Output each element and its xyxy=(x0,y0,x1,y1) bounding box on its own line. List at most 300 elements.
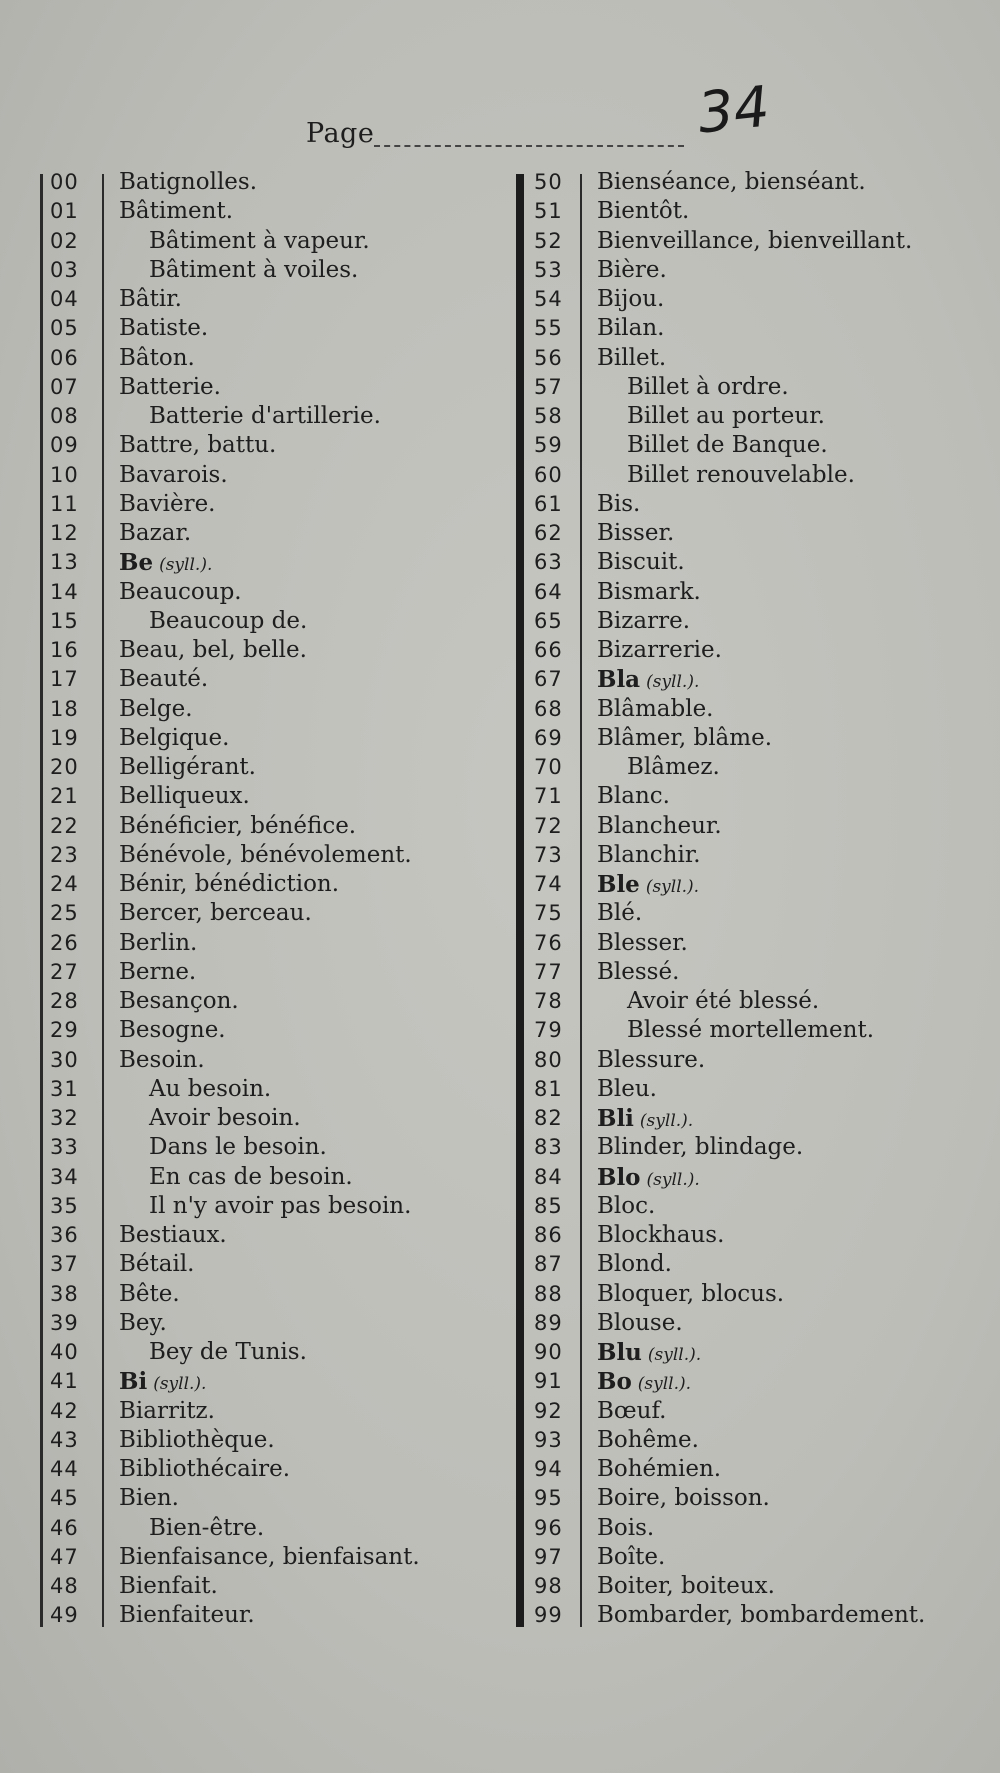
list-item xyxy=(40,578,480,607)
entry-word xyxy=(597,607,690,636)
entry-word-text: Bizarre. xyxy=(597,607,690,634)
entry-word-text: Blessé. xyxy=(597,958,680,985)
entry-number: 56 xyxy=(534,345,563,370)
entry-word-text: Au besoin. xyxy=(149,1075,272,1102)
entry-word xyxy=(119,782,250,811)
list-item xyxy=(518,665,988,694)
entry-word-text: Bétail. xyxy=(119,1251,195,1278)
entry-number: 60 xyxy=(534,462,563,487)
syllable-note: (syll.). xyxy=(153,1374,207,1395)
entry-word xyxy=(597,314,664,343)
entry-number: 84 xyxy=(534,1164,563,1189)
entry-number: 90 xyxy=(534,1340,563,1364)
entry-number: 50 xyxy=(534,170,563,194)
entry-number: 22 xyxy=(50,813,79,838)
entry-word xyxy=(597,548,685,577)
list-item xyxy=(40,1221,480,1250)
entry-number: 37 xyxy=(50,1252,79,1277)
list-item xyxy=(518,1572,988,1601)
entry-word-text: Bli xyxy=(597,1105,634,1132)
list-item xyxy=(40,636,480,665)
list-item xyxy=(518,636,988,665)
entry-word-text: Blé. xyxy=(597,900,643,927)
entry-word-text: Belgique. xyxy=(119,724,230,751)
entry-word-text: Bazar. xyxy=(119,520,192,546)
page-number-blank-line xyxy=(374,145,684,147)
entry-word-text: Avoir été blessé. xyxy=(627,988,820,1014)
entry-word-text: Blessé mortellement. xyxy=(627,1017,875,1044)
entry-word-text: Blockhaus. xyxy=(597,1222,725,1248)
entry-word xyxy=(119,578,242,607)
entry-number: 57 xyxy=(534,374,563,399)
entry-word xyxy=(119,431,276,460)
entry-word xyxy=(627,461,855,490)
list-item xyxy=(518,1280,988,1309)
entry-word-text: Bla xyxy=(597,666,641,694)
list-item xyxy=(518,753,988,782)
list-item xyxy=(40,1572,480,1601)
entry-word xyxy=(149,1514,264,1543)
entry-number: 23 xyxy=(50,842,79,867)
entry-word-text: Bien-être. xyxy=(149,1514,265,1541)
entry-word-text: Batterie d'artillerie. xyxy=(149,403,381,429)
list-item xyxy=(40,1104,480,1133)
syllable-note: (syll.). xyxy=(159,555,213,576)
entry-word xyxy=(119,1426,275,1455)
entry-word-text: Blancheur. xyxy=(597,812,722,839)
entry-number: 09 xyxy=(50,433,79,458)
entry-word-text: Dans le besoin. xyxy=(149,1134,327,1161)
entry-word-text: Blo xyxy=(597,1163,641,1191)
entry-word xyxy=(597,665,699,697)
entry-number: 62 xyxy=(534,521,563,545)
entry-word xyxy=(119,168,257,197)
entry-number: 13 xyxy=(50,550,79,575)
entry-word-text: Bijou. xyxy=(597,286,665,312)
entry-number: 91 xyxy=(534,1369,563,1394)
entry-word xyxy=(627,373,789,402)
list-item xyxy=(40,168,480,197)
entry-number: 49 xyxy=(50,1603,79,1628)
list-item xyxy=(40,1367,480,1396)
entry-word-text: Bestiaux. xyxy=(119,1222,227,1248)
entry-word xyxy=(597,958,679,987)
entry-word-text: Boire, boisson. xyxy=(597,1485,770,1512)
entry-number: 39 xyxy=(50,1310,79,1335)
entry-number: 30 xyxy=(50,1047,79,1072)
list-item xyxy=(518,490,988,519)
list-item xyxy=(518,227,988,256)
list-item xyxy=(40,490,480,519)
list-item xyxy=(518,1075,988,1104)
entry-word-text: Bismark. xyxy=(597,578,701,605)
entry-word-text: Batterie. xyxy=(119,373,221,400)
entry-word xyxy=(597,256,667,285)
entry-word xyxy=(119,314,208,343)
entry-number: 33 xyxy=(50,1135,79,1160)
list-item xyxy=(40,1426,480,1455)
list-item xyxy=(40,197,480,226)
entry-word-text: Bibliothèque. xyxy=(119,1426,275,1453)
list-item xyxy=(518,1192,988,1221)
entry-word-text: Batignolles. xyxy=(119,169,258,195)
entry-word xyxy=(597,1133,803,1162)
entry-word-text: Blâmez. xyxy=(627,754,720,780)
entry-word xyxy=(119,1543,420,1572)
entry-word-text: Biscuit. xyxy=(597,549,685,576)
list-item xyxy=(518,1338,988,1367)
entry-word xyxy=(119,461,228,490)
entry-number: 82 xyxy=(534,1106,563,1130)
entry-word xyxy=(597,1075,657,1104)
list-item xyxy=(518,578,988,607)
entry-word-text: Avoir besoin. xyxy=(149,1105,301,1131)
syllable-note: (syll.). xyxy=(646,672,700,693)
entry-word-text: Bénéficier, bénéfice. xyxy=(119,812,357,839)
entry-word-text: Bey. xyxy=(119,1309,167,1336)
syllable-note: (syll.). xyxy=(639,1111,694,1131)
list-item xyxy=(40,724,480,753)
entry-number: 14 xyxy=(50,579,79,604)
entry-number: 16 xyxy=(50,638,79,662)
entry-word-text: Bientôt. xyxy=(597,198,690,225)
entry-number: 59 xyxy=(534,433,563,458)
entry-word xyxy=(597,1514,654,1543)
entry-number: 00 xyxy=(50,170,79,194)
entry-word-text: Bière. xyxy=(597,256,667,283)
entry-word xyxy=(149,1133,327,1162)
entry-number: 11 xyxy=(50,491,79,516)
entry-word xyxy=(597,870,699,902)
list-item xyxy=(40,1397,480,1426)
entry-number: 43 xyxy=(50,1427,79,1452)
list-item xyxy=(40,665,480,694)
entry-word xyxy=(597,197,689,226)
list-item xyxy=(40,1250,480,1279)
entry-word-text: Belge. xyxy=(119,695,193,722)
entry-word-text: Blâmable. xyxy=(597,695,714,722)
entry-word-text: Bœuf. xyxy=(597,1397,667,1424)
entry-word xyxy=(597,1309,683,1338)
entry-number: 81 xyxy=(534,1076,563,1101)
entry-word-text: Bohémien. xyxy=(597,1456,722,1482)
entry-number: 29 xyxy=(50,1018,79,1043)
entry-word xyxy=(119,1484,179,1513)
list-item xyxy=(518,373,988,402)
entry-word-text: En cas de besoin. xyxy=(149,1163,353,1190)
entry-word-text: Bienfaiteur. xyxy=(119,1602,255,1629)
list-item xyxy=(518,1543,988,1572)
entry-word xyxy=(597,1367,691,1399)
list-item xyxy=(40,227,480,256)
entry-word-text: Blinder, blindage. xyxy=(597,1134,804,1161)
entry-word xyxy=(597,724,772,753)
entry-number: 20 xyxy=(50,755,79,779)
entry-word-text: Bienfait. xyxy=(119,1573,218,1599)
list-item xyxy=(40,1543,480,1572)
entry-word xyxy=(597,490,640,519)
list-item xyxy=(40,431,480,460)
entry-word-text: Blessure. xyxy=(597,1046,706,1073)
entry-word-text: Bleu. xyxy=(597,1075,657,1102)
left-column xyxy=(40,168,480,1631)
entry-word xyxy=(597,285,664,314)
entry-word xyxy=(119,870,339,899)
entry-number: 73 xyxy=(534,842,563,867)
entry-word xyxy=(119,490,216,519)
list-item xyxy=(40,782,480,811)
entry-number: 89 xyxy=(534,1310,563,1335)
entry-word xyxy=(119,899,312,928)
list-item xyxy=(518,1455,988,1484)
entry-number: 25 xyxy=(50,901,79,926)
list-item xyxy=(40,841,480,870)
list-item xyxy=(518,899,988,928)
entry-word-text: Beaucoup. xyxy=(119,578,242,605)
entry-number: 87 xyxy=(534,1252,563,1277)
entry-word xyxy=(597,812,722,841)
entry-word xyxy=(119,636,307,665)
entry-number: 46 xyxy=(50,1515,79,1540)
entry-number: 68 xyxy=(534,696,563,721)
entry-word-text: Bienfaisance, bienfaisant. xyxy=(119,1543,420,1570)
entry-number: 70 xyxy=(534,755,563,779)
list-item xyxy=(518,870,988,899)
entry-word xyxy=(597,782,670,811)
list-item xyxy=(518,1133,988,1162)
entry-word-text: Bercer, berceau. xyxy=(119,900,312,927)
entry-word xyxy=(597,1426,699,1455)
list-item xyxy=(518,1601,988,1630)
entry-number: 21 xyxy=(50,784,79,809)
entry-word xyxy=(597,1104,693,1136)
syllable-note: (syll.). xyxy=(645,877,700,897)
entry-word xyxy=(119,1016,226,1045)
entry-number: 34 xyxy=(50,1164,79,1189)
entry-word xyxy=(119,753,256,782)
entry-word-text: Bo xyxy=(597,1368,632,1396)
entry-word xyxy=(149,1192,411,1221)
list-item xyxy=(518,841,988,870)
entry-number: 01 xyxy=(50,199,79,224)
list-item xyxy=(40,753,480,782)
entry-word-text: Billet à ordre. xyxy=(627,373,789,400)
entry-word xyxy=(627,1016,874,1045)
handwritten-page-number: 34 xyxy=(694,74,773,147)
entry-word xyxy=(597,1397,666,1426)
entry-word-text: Bienveillance, bienveillant. xyxy=(597,227,913,254)
list-item xyxy=(518,695,988,724)
entry-word xyxy=(627,987,819,1016)
entry-number: 85 xyxy=(534,1193,563,1218)
entry-number: 48 xyxy=(50,1574,79,1598)
list-item xyxy=(518,929,988,958)
entry-number: 92 xyxy=(534,1398,563,1423)
entry-number: 38 xyxy=(50,1281,79,1306)
entry-number: 36 xyxy=(50,1223,79,1247)
entry-word xyxy=(119,958,196,987)
entry-word xyxy=(119,812,356,841)
entry-word xyxy=(627,431,828,460)
entry-word xyxy=(597,1192,655,1221)
entry-word-text: Blanchir. xyxy=(597,841,701,868)
entry-word xyxy=(119,987,239,1016)
entry-number: 19 xyxy=(50,725,79,750)
entry-word-text: Bénir, bénédiction. xyxy=(119,871,340,897)
list-item xyxy=(518,1221,988,1250)
entry-number: 94 xyxy=(534,1457,563,1481)
entry-word xyxy=(149,402,381,431)
syllable-note: (syll.). xyxy=(646,1169,700,1190)
entry-word xyxy=(119,929,197,958)
entry-word xyxy=(149,607,307,636)
entry-number: 64 xyxy=(534,579,563,604)
entry-number: 54 xyxy=(534,287,563,311)
entry-word-text: Boîte. xyxy=(597,1543,666,1570)
entry-number: 47 xyxy=(50,1544,79,1569)
entry-word-text: Billet au porteur. xyxy=(627,403,825,429)
entry-number: 08 xyxy=(50,404,79,428)
entry-word-text: Bâtir. xyxy=(119,286,182,312)
entry-number: 61 xyxy=(534,491,563,516)
list-item xyxy=(518,1104,988,1133)
entry-word-text: Besançon. xyxy=(119,988,239,1014)
entry-word-text: Bi xyxy=(119,1368,148,1396)
entry-word xyxy=(119,1250,195,1279)
entry-word xyxy=(597,1455,721,1484)
entry-word-text: Bâtiment à voiles. xyxy=(149,256,359,283)
entry-word xyxy=(119,695,193,724)
list-item xyxy=(40,373,480,402)
entry-number: 51 xyxy=(534,199,563,224)
entry-word-text: Blesser. xyxy=(597,929,688,956)
entry-word-text: Bâtiment. xyxy=(119,198,234,225)
list-item xyxy=(40,1046,480,1075)
entry-word xyxy=(119,197,233,226)
entry-word xyxy=(119,1397,215,1426)
entry-word xyxy=(597,1046,705,1075)
entry-number: 31 xyxy=(50,1076,79,1101)
entry-word xyxy=(119,519,191,548)
entry-word-text: Bête. xyxy=(119,1280,180,1307)
entry-number: 86 xyxy=(534,1223,563,1247)
entry-word xyxy=(597,1250,672,1279)
list-item xyxy=(518,548,988,577)
entry-word-text: Besoin. xyxy=(119,1046,205,1073)
entry-word xyxy=(597,1163,700,1195)
list-item xyxy=(40,987,480,1016)
list-item xyxy=(40,1309,480,1338)
entry-number: 76 xyxy=(534,930,563,955)
list-item xyxy=(40,929,480,958)
entry-number: 74 xyxy=(534,872,563,896)
entry-word xyxy=(597,1280,784,1309)
list-item xyxy=(40,1133,480,1162)
entry-word-text: Bois. xyxy=(597,1514,655,1541)
entry-number: 63 xyxy=(534,550,563,575)
list-item xyxy=(518,724,988,753)
list-item xyxy=(40,1455,480,1484)
list-item xyxy=(40,607,480,636)
entry-number: 42 xyxy=(50,1398,79,1423)
list-item xyxy=(518,1514,988,1543)
entry-number: 28 xyxy=(50,989,79,1013)
entry-number: 27 xyxy=(50,959,79,984)
entry-word xyxy=(119,665,208,694)
entry-word-text: Berne. xyxy=(119,958,197,985)
list-item xyxy=(518,1046,988,1075)
entry-word xyxy=(149,1104,301,1133)
entry-word xyxy=(119,1046,205,1075)
list-item xyxy=(518,519,988,548)
entry-word-text: Bloc. xyxy=(597,1192,656,1219)
entry-word xyxy=(119,1455,290,1484)
entry-word xyxy=(119,1280,180,1309)
list-item xyxy=(40,1075,480,1104)
entry-number: 44 xyxy=(50,1457,79,1481)
entry-number: 67 xyxy=(534,667,563,692)
entry-word-text: Billet. xyxy=(597,344,667,371)
entry-number: 24 xyxy=(50,872,79,896)
entry-number: 15 xyxy=(50,608,79,633)
entry-word xyxy=(597,636,722,665)
entry-word-text: Boiter, boiteux. xyxy=(597,1573,775,1599)
entry-number: 32 xyxy=(50,1106,79,1130)
entry-number: 72 xyxy=(534,813,563,838)
entry-number: 06 xyxy=(50,345,79,370)
entry-number: 18 xyxy=(50,696,79,721)
entry-word xyxy=(119,724,229,753)
syllable-note: (syll.). xyxy=(647,1345,702,1365)
entry-number: 52 xyxy=(534,228,563,253)
entry-number: 78 xyxy=(534,989,563,1013)
entry-word xyxy=(597,168,866,197)
entry-word-text: Bey de Tunis. xyxy=(149,1339,307,1365)
list-item xyxy=(40,812,480,841)
entry-word xyxy=(597,344,666,373)
entry-number: 26 xyxy=(50,930,79,955)
entry-number: 96 xyxy=(534,1515,563,1540)
page-label: Page xyxy=(306,118,375,149)
entry-word xyxy=(149,1338,307,1367)
list-item xyxy=(518,168,988,197)
entry-word-text: Beaucoup de. xyxy=(149,607,308,634)
entry-word xyxy=(627,402,825,431)
entry-word-text: Bavière. xyxy=(119,490,216,517)
list-item xyxy=(518,197,988,226)
entry-word xyxy=(119,1221,227,1250)
entry-number: 97 xyxy=(534,1544,563,1569)
entry-number: 53 xyxy=(534,257,563,282)
entry-number: 95 xyxy=(534,1486,563,1511)
entry-word-text: Battre, battu. xyxy=(119,432,277,459)
entry-word xyxy=(149,227,370,256)
list-item xyxy=(518,607,988,636)
entry-word-text: Bilan. xyxy=(597,315,665,342)
entry-word xyxy=(119,548,212,580)
entry-number: 71 xyxy=(534,784,563,809)
entry-number: 17 xyxy=(50,667,79,692)
entry-number: 65 xyxy=(534,608,563,633)
entry-word-text: Bavarois. xyxy=(119,461,228,488)
entry-number: 45 xyxy=(50,1486,79,1511)
list-item xyxy=(518,314,988,343)
entry-word-text: Beauté. xyxy=(119,666,209,693)
list-item xyxy=(518,1309,988,1338)
entry-word-text: Berlin. xyxy=(119,929,198,956)
entry-number: 41 xyxy=(50,1369,79,1394)
entry-word-text: Blond. xyxy=(597,1251,672,1278)
